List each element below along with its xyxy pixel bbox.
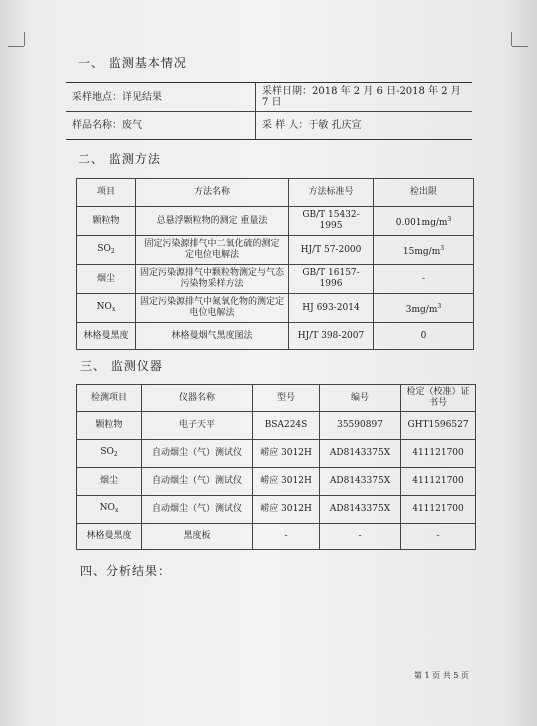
method-item: $SO_2$ [77, 236, 136, 265]
table-row [77, 496, 476, 524]
table-row [77, 412, 476, 440]
instrument-serial: AD8143375X [320, 440, 401, 468]
section3-title: 三、 监测仪器 [80, 359, 163, 373]
instrument-cert: 411121700 [401, 496, 476, 524]
instrument-header-model: 型号 [253, 385, 320, 412]
crop-mark-top-left-h [8, 46, 24, 47]
method-standard: GB/T 16157-1996 [289, 265, 374, 294]
method-standard: HJ 693-2014 [289, 294, 374, 323]
section1-title: 一、 监测基本情况 [78, 56, 187, 70]
instrument-cert: GHT1596527 [401, 412, 476, 440]
instrument-item: 林格曼黑度 [77, 524, 142, 550]
method-name: 固定污染源排气中氮氧化物的测定定电位电解法 [136, 294, 289, 323]
method-standard: GB/T 15432-1995 [289, 207, 374, 236]
instrument-item: $NO_x$ [77, 496, 142, 524]
method-limit: 0 [374, 323, 474, 350]
instrument-cert: 411121700 [401, 468, 476, 496]
instrument-name: 自动烟尘（气）测试仪 [142, 468, 253, 496]
method-item: $NO_x$ [77, 294, 136, 323]
instrument-name: 黑度板 [142, 524, 253, 550]
method-name: 总悬浮颗粒物的测定 重量法 [136, 207, 289, 236]
instrument-serial: 35590897 [320, 412, 401, 440]
table-row [77, 524, 476, 550]
section2-title: 二、 监测方法 [78, 152, 161, 166]
instrument-serial: - [320, 524, 401, 550]
method-name: 固定污染源排气中颗粒物测定与气态污染物采样方法 [136, 265, 289, 294]
instrument-header-serial: 编号 [320, 385, 401, 412]
crop-mark-top-right-h [512, 46, 528, 47]
instrument-serial: AD8143375X [320, 468, 401, 496]
instrument-model: 崂应 3012H [253, 468, 320, 496]
method-standard: HJ/T 57-2000 [289, 236, 374, 265]
instrument-model: 崂应 3012H [253, 440, 320, 468]
instrument-header-name: 仪器名称 [142, 385, 253, 412]
crop-mark-top-right-v [511, 32, 512, 46]
instrument-model: - [253, 524, 320, 550]
method-header-standard: 方法标准号 [289, 179, 374, 207]
method-standard: HJ/T 398-2007 [289, 323, 374, 350]
instrument-serial: AD8143375X [320, 496, 401, 524]
instrument-name: 自动烟尘（气）测试仪 [142, 496, 253, 524]
sampler: 采 样 人：于敏 孔庆宣 [256, 112, 473, 140]
page-footer: 第 1 页 共 5 页 [414, 671, 469, 680]
table-row [77, 323, 474, 350]
method-item: 颗粒物 [77, 207, 136, 236]
basic-info-table [66, 82, 472, 140]
instrument-header-item: 检测项目 [77, 385, 142, 412]
table-row [77, 294, 474, 323]
method-item: 林格曼黑度 [77, 323, 136, 350]
method-limit: $15mg/m^3$ [374, 236, 474, 265]
method-limit: $3mg/m^3$ [374, 294, 474, 323]
sampling-place: 采样地点：详见结果 [66, 83, 256, 112]
method-item: 烟尘 [77, 265, 136, 294]
method-limit: $0.001mg/m^3$ [374, 207, 474, 236]
instrument-name: 电子天平 [142, 412, 253, 440]
table-row [77, 440, 476, 468]
method-header-name: 方法名称 [136, 179, 289, 207]
instrument-item: 烟尘 [77, 468, 142, 496]
table-row [77, 236, 474, 265]
sample-name: 样品名称：废气 [66, 112, 256, 140]
method-limit: - [374, 265, 474, 294]
instrument-item: 颗粒物 [77, 412, 142, 440]
instrument-model: BSA224S [253, 412, 320, 440]
crop-mark-top-left-v [24, 32, 25, 46]
instrument-model: 崂应 3012H [253, 496, 320, 524]
instrument-cert: 411121700 [401, 440, 476, 468]
table-row [77, 468, 476, 496]
sampling-date: 采样日期：2018 年 2 月 6 日-2018 年 2 月 7 日 [256, 83, 473, 112]
instrument-cert: - [401, 524, 476, 550]
instrument-item: $SO_2$ [77, 440, 142, 468]
instrument-name: 自动烟尘（气）测试仪 [142, 440, 253, 468]
table-row [77, 207, 474, 236]
method-header-limit: 检出限 [374, 179, 474, 207]
method-table [76, 178, 474, 350]
instrument-header-cert: 检定（校准）证书号 [401, 385, 476, 412]
section4-title: 四、分析结果： [80, 564, 172, 578]
table-row [77, 265, 474, 294]
method-name: 林格曼烟气黑度图法 [136, 323, 289, 350]
instrument-table [76, 384, 476, 550]
method-name: 固定污染源排气中二氧化硫的测定 定电位电解法 [136, 236, 289, 265]
method-header-item: 项目 [77, 179, 136, 207]
